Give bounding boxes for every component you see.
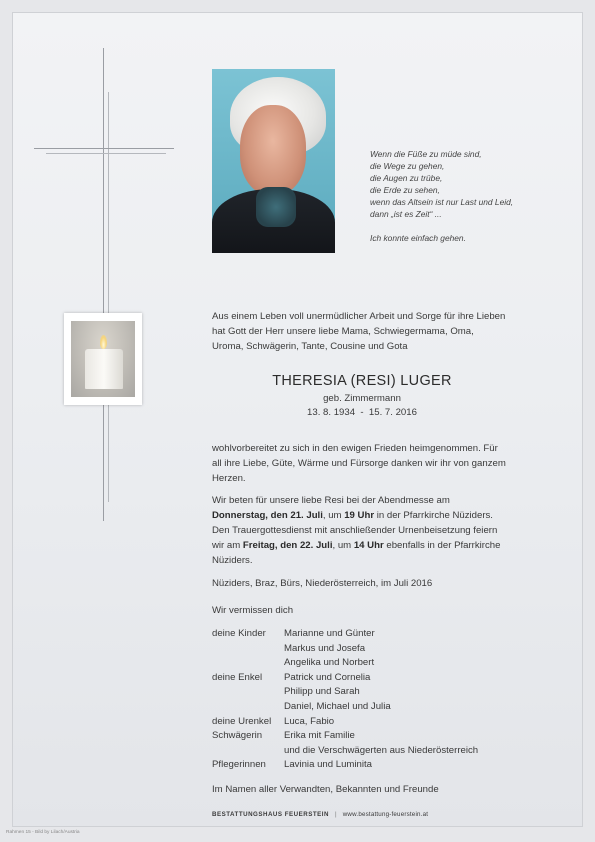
family-row — [212, 729, 557, 744]
place-and-date: Nüziders, Braz, Bürs, Niederösterreich, im Juli 2016 — [212, 578, 433, 589]
paragraph-line: all ihre Liebe, Güte, Wärme und Fürsorge danken wir ihr von ganzem — [212, 458, 506, 469]
poem-line: die Erde zu sehen, — [370, 185, 440, 196]
poem-line: Wenn die Füße zu müde sind, — [370, 149, 482, 159]
relation-label — [212, 642, 284, 657]
candle-body — [85, 349, 123, 389]
candle-image — [64, 313, 142, 405]
poem-line: die Augen zu trübe, — [370, 173, 443, 184]
relation-label — [212, 744, 284, 759]
family-row — [212, 715, 557, 730]
relation-label: Schwägerin — [212, 730, 263, 742]
peaceful-passing-text — [212, 441, 557, 486]
life-dates: 13. 8. 1934 - 15. 7. 2016 — [307, 407, 417, 418]
relation-label: deine Urenkel — [212, 715, 272, 727]
relative-names: und die Verschwägerten aus Niederösterreich — [284, 744, 479, 756]
relative-names: Marianne und Günter — [284, 628, 375, 639]
relative-names: Luca, Fabio — [284, 715, 335, 727]
family-row — [212, 700, 557, 715]
poem — [370, 148, 570, 244]
portrait-photo — [212, 69, 335, 253]
poem-closing: Ich konnte einfach gehen. — [370, 232, 466, 243]
family-row — [212, 758, 557, 773]
relative-names: Daniel, Michael und Julia — [284, 700, 391, 712]
family-row — [212, 744, 557, 759]
family-row — [212, 656, 557, 671]
maiden-name: geb. Zimmermann — [323, 393, 401, 404]
relation-label — [212, 685, 284, 700]
intro-line: hat Gott der Herr unsere liebe Mama, Schwiegermama, Oma, — [212, 326, 474, 337]
family-row — [212, 642, 557, 657]
relation-label — [212, 656, 284, 671]
family-list — [212, 627, 557, 773]
relative-names: Philipp und Sarah — [284, 686, 360, 698]
closing-line: Im Namen aller Verwandten, Bekannten und Freunde — [212, 784, 439, 795]
relative-names: Markus und Josefa — [284, 642, 366, 654]
cross-vertical-line — [103, 48, 104, 521]
funeral-home-url[interactable]: www.bestattung-feuerstein.at — [342, 811, 429, 818]
cross-horizontal-line-inner — [46, 153, 166, 154]
paragraph-line: Donnerstag, den 21. Juli, um 19 Uhr in der Pfarrkirche Nüziders. — [212, 510, 493, 521]
paragraph-line: Den Trauergottesdienst mit anschließender Urnenbeisetzung feiern — [212, 525, 498, 536]
candle-icon — [71, 321, 135, 397]
cross-horizontal-line — [34, 148, 174, 149]
family-row — [212, 671, 557, 686]
service-details — [212, 493, 557, 568]
we-miss-you: Wir vermissen dich — [212, 605, 294, 616]
funeral-time: 14 Uhr — [353, 540, 384, 551]
relation-label: deine Kinder — [212, 628, 266, 639]
evening-mass-date: Donnerstag, den 21. Juli — [212, 510, 323, 521]
family-row — [212, 685, 557, 700]
candle-flame — [100, 335, 107, 349]
paragraph-line: Nüziders. — [212, 555, 253, 566]
relative-names: Lavinia und Luminita — [284, 759, 373, 771]
relative-names: Erika mit Familie — [284, 730, 355, 742]
relative-names: Patrick und Cornelia — [284, 671, 371, 683]
intro-text — [212, 309, 552, 354]
deceased-name: THERESIA (RESI) LUGER — [272, 373, 452, 389]
poem-line: die Wege zu gehen, — [370, 161, 445, 172]
relation-label: deine Enkel — [212, 671, 263, 683]
paragraph-line: Wir beten für unsere liebe Resi bei der Abendmesse am — [212, 495, 450, 506]
relation-label — [212, 700, 284, 715]
footer — [212, 811, 557, 818]
relative-names: Angelika und Norbert — [284, 657, 375, 669]
poem-line: wenn das Altsein ist nur Last und Leid, — [370, 197, 514, 208]
footer-separator: | — [334, 811, 337, 818]
funeral-home-name: BESTATTUNGSHAUS FEUERSTEIN — [212, 811, 329, 818]
funeral-date: Freitag, den 22. Juli — [242, 540, 333, 551]
paragraph-line: wohlvorbereitet zu sich in den ewigen Frieden heimgenommen. Für — [212, 443, 498, 454]
family-row — [212, 627, 557, 642]
poem-line: dann „ist es Zeit“ ... — [370, 209, 442, 220]
relation-label: Pflegerinnen — [212, 759, 266, 771]
intro-line: Uroma, Schwägerin, Tante, Cousine und Gota — [212, 341, 408, 352]
intro-line: Aus einem Leben voll unermüdlicher Arbeit und Sorge für ihre Lieben — [212, 311, 506, 322]
evening-mass-time: 19 Uhr — [344, 510, 375, 521]
paragraph-line: Herzen. — [212, 473, 246, 484]
paragraph-line: wir am Freitag, den 22. Juli, um 14 Uhr ebenfalls in der Pfarrkirche — [212, 540, 501, 551]
image-credit: Rahmen 15 - Bild by Lilach/Austria — [6, 830, 80, 835]
